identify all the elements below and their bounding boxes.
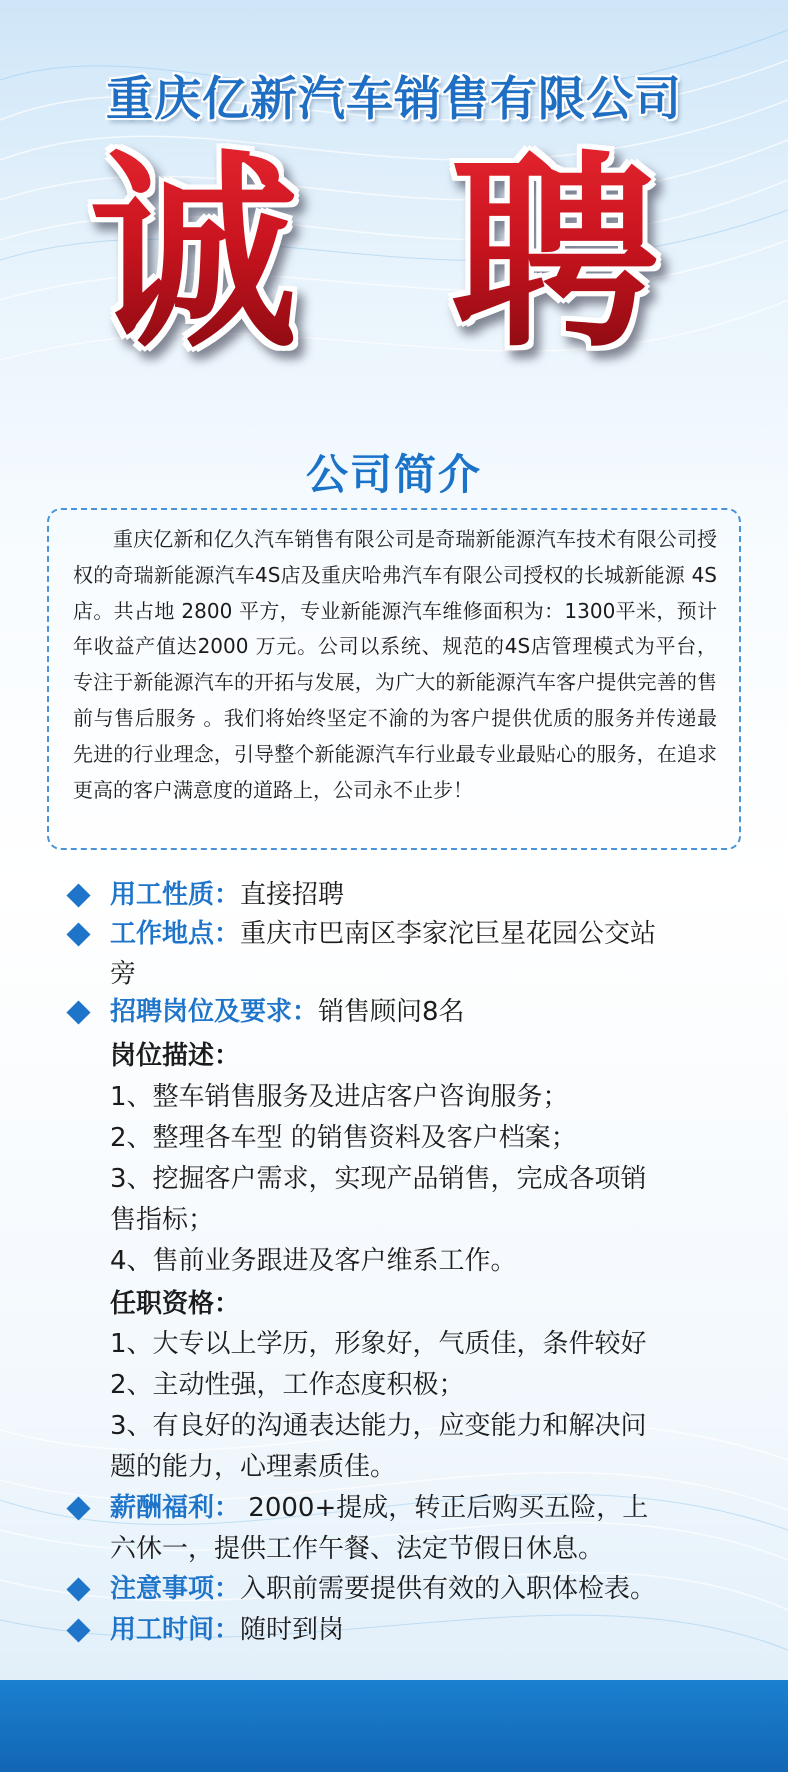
qualification-item: 1、大专以上学历，形象好，气质佳，条件较好 xyxy=(110,1329,647,1359)
employment-type-row xyxy=(110,876,344,914)
location-value: 重庆市巴南区李家沱巨星花园公交站 xyxy=(240,919,657,949)
bullet-diamond-icon xyxy=(66,1618,90,1642)
salary-value-continued: 六休一，提供工作午餐、法定节假日休息。 xyxy=(110,1534,605,1564)
qualification-item: 2、主动性强，工作态度积极； xyxy=(110,1370,465,1400)
work-time-row xyxy=(110,1611,344,1649)
employment-type-value: 直接招聘 xyxy=(240,880,345,910)
duty-item: 3、挖掘客户需求，实现产品销售，完成各项销 xyxy=(110,1164,647,1194)
bullet-diamond-icon xyxy=(66,1000,90,1024)
employment-type-label: 用工性质： xyxy=(110,880,241,910)
duty-item: 售指标； xyxy=(110,1205,215,1235)
intro-section-title: 公司简介 xyxy=(305,450,482,499)
duties-heading: 岗位描述： xyxy=(110,1041,241,1071)
bullet-diamond-icon xyxy=(66,883,90,907)
bullet-diamond-icon xyxy=(66,1496,90,1520)
hiring-headline: 诚 聘 xyxy=(0,130,788,380)
location-label: 工作地点： xyxy=(110,919,241,949)
salary-row xyxy=(110,1489,648,1527)
notes-label: 注意事项： xyxy=(110,1574,241,1604)
position-value: 销售顾问8名 xyxy=(318,997,465,1027)
qualification-item: 3、有良好的沟通表达能力，应变能力和解决问 xyxy=(110,1411,647,1441)
duty-item: 1、整车销售服务及进店客户咨询服务； xyxy=(110,1082,569,1112)
qualifications-heading: 任职资格： xyxy=(110,1289,241,1319)
salary-label: 薪酬福利： xyxy=(110,1493,241,1523)
notes-value: 入职前需要提供有效的入职体检表。 xyxy=(240,1574,657,1604)
salary-value: 2000+提成，转正后购买五险，上 xyxy=(240,1493,649,1523)
work-time-label: 用工时间： xyxy=(110,1615,241,1645)
company-name-title: 重庆亿新汽车销售有限公司 xyxy=(106,72,682,127)
duty-item: 2、整理各车型 的销售资料及客户档案； xyxy=(110,1123,577,1153)
work-time-value: 随时到岗 xyxy=(240,1615,345,1645)
notes-row xyxy=(110,1570,656,1608)
position-label: 招聘岗位及要求： xyxy=(110,997,319,1027)
position-row xyxy=(110,993,465,1031)
duty-item: 4、售前业务跟进及客户维系工作。 xyxy=(110,1246,517,1276)
location-value-continued: 旁 xyxy=(110,959,137,989)
location-row xyxy=(110,915,656,953)
bullet-diamond-icon xyxy=(66,922,90,946)
footer-band xyxy=(0,1680,788,1772)
bullet-diamond-icon xyxy=(66,1577,90,1601)
company-intro-text: 重庆亿新和亿久汽车销售有限公司是奇瑞新能源汽车技术有限公司授权的奇瑞新能源汽车4S店及重庆哈弗汽车有限公司授权的长城新能源 4S店。共占地 2800 平方，专业新能源汽车维修面积为：1300平米，预计年收益产值达2000 万元。公司以系统、规范的4S店管理模式为平台， 专注于新能源汽车的开拓与发展，为广大的新能源汽车客户提供完善的售前与售后服务 。我们将始终坚定不渝的为客户提供优质的服务并传递最先进的行业理念，引导整个新能源汽车行业最专业最贴心的服务，在追求更高的客户满意度的道路上，公司永不止步！ xyxy=(73,527,717,802)
qualification-item: 题的能力，心理素质佳。 xyxy=(110,1452,397,1482)
